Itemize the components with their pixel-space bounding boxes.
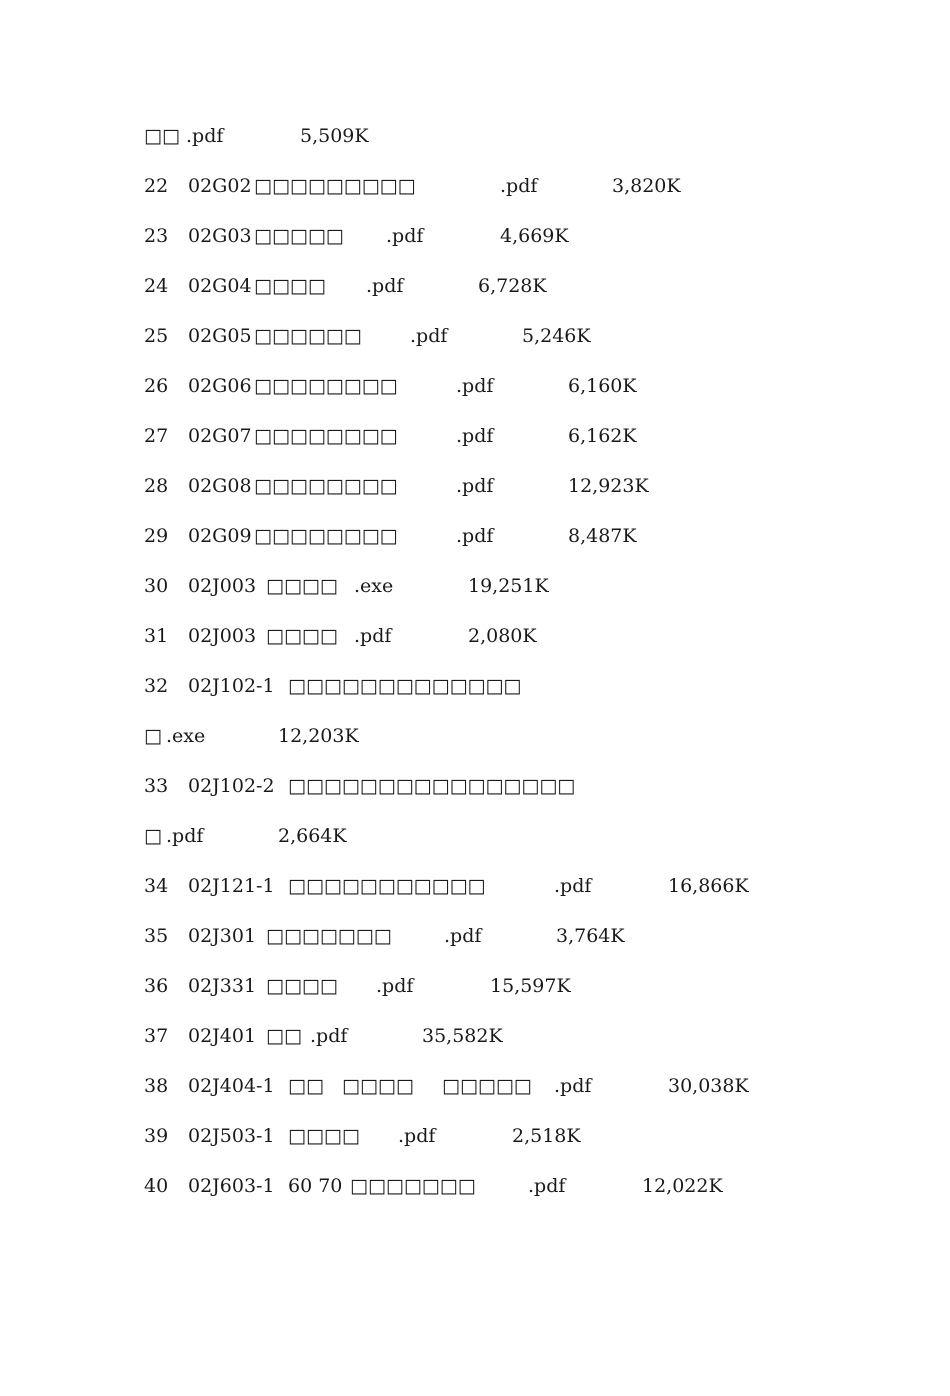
item-code: 02G02 <box>188 175 252 197</box>
file-extension: .pdf <box>186 125 224 147</box>
item-code: 02G09 <box>188 525 252 547</box>
file-size: 35,582K <box>422 1025 503 1047</box>
list-item <box>144 622 537 650</box>
missing-glyph: □□ <box>288 1075 324 1097</box>
item-number: 24 <box>144 275 169 297</box>
missing-glyph: □□□□□□□□ <box>254 425 398 447</box>
file-size: 5,246K <box>522 325 591 347</box>
list-item <box>144 722 359 750</box>
list-item <box>144 1072 749 1100</box>
item-code: 02J102-2 <box>188 775 275 797</box>
file-extension: .pdf <box>456 475 494 497</box>
file-extension: .pdf <box>410 325 448 347</box>
missing-glyph: □□□□ <box>254 275 326 297</box>
item-code: 02J121-1 <box>188 875 275 897</box>
list-item <box>144 972 571 1000</box>
item-code: 02J102-1 <box>188 675 275 697</box>
item-number: 22 <box>144 175 169 197</box>
file-size: 30,038K <box>668 1075 749 1097</box>
item-number: 38 <box>144 1075 169 1097</box>
file-size: 3,764K <box>556 925 625 947</box>
item-number: 40 <box>144 1175 169 1197</box>
missing-glyph: □□□□□□□□□□□ <box>288 875 486 897</box>
missing-glyph: □□□□ <box>342 1075 414 1097</box>
item-number: 26 <box>144 375 169 397</box>
item-code: 02G07 <box>188 425 252 447</box>
missing-glyph: □ <box>144 725 162 747</box>
file-extension: .pdf <box>500 175 538 197</box>
item-code: 02G08 <box>188 475 252 497</box>
list-item <box>144 272 547 300</box>
missing-glyph: □ <box>144 825 162 847</box>
file-size: 4,669K <box>500 225 569 247</box>
item-number: 30 <box>144 575 169 597</box>
item-extra: 60 70 <box>288 1175 343 1197</box>
item-code: 02G05 <box>188 325 252 347</box>
file-size: 8,487K <box>568 525 637 547</box>
item-number: 31 <box>144 625 169 647</box>
missing-glyph: □□ <box>266 1025 302 1047</box>
file-extension: .pdf <box>554 1075 592 1097</box>
missing-glyph: □□ <box>144 125 180 147</box>
item-number: 23 <box>144 225 169 247</box>
list-item <box>144 172 681 200</box>
file-extension: .pdf <box>456 375 494 397</box>
missing-glyph: □□□□□□□□ <box>254 475 398 497</box>
missing-glyph: □□□□□□□□□□□□□ <box>288 675 522 697</box>
item-code: 02J404-1 <box>188 1075 275 1097</box>
list-item <box>144 772 576 800</box>
file-extension: .pdf <box>398 1125 436 1147</box>
file-size: 15,597K <box>490 975 571 997</box>
item-code: 02G04 <box>188 275 252 297</box>
item-code: 02J503-1 <box>188 1125 275 1147</box>
file-size: 2,080K <box>468 625 537 647</box>
item-number: 39 <box>144 1125 169 1147</box>
missing-glyph: □□□□□□□□ <box>254 525 398 547</box>
item-number: 34 <box>144 875 169 897</box>
file-extension: .exe <box>354 575 394 597</box>
item-number: 37 <box>144 1025 169 1047</box>
file-extension: .pdf <box>444 925 482 947</box>
file-size: 2,518K <box>512 1125 581 1147</box>
file-size: 19,251K <box>468 575 549 597</box>
item-number: 25 <box>144 325 169 347</box>
file-size: 6,162K <box>568 425 637 447</box>
missing-glyph: □□□□□□□ <box>266 925 392 947</box>
file-extension: .pdf <box>554 875 592 897</box>
item-number: 28 <box>144 475 169 497</box>
item-number: 35 <box>144 925 169 947</box>
file-size: 6,728K <box>478 275 547 297</box>
file-extension: .pdf <box>528 1175 566 1197</box>
missing-glyph: □□□□ <box>266 575 338 597</box>
missing-glyph: □□□□□□□□□□□□□□□□ <box>288 775 576 797</box>
list-item <box>144 922 625 950</box>
list-item <box>144 422 637 450</box>
item-code: 02G06 <box>188 375 252 397</box>
file-extension: .pdf <box>166 825 204 847</box>
list-item <box>144 1172 723 1200</box>
list-item <box>144 322 591 350</box>
list-item <box>144 672 522 700</box>
item-code: 02J331 <box>188 975 257 997</box>
file-size: 3,820K <box>612 175 681 197</box>
item-code: 02J003 <box>188 625 257 647</box>
list-item <box>144 522 637 550</box>
missing-glyph: □□□□ <box>266 975 338 997</box>
file-extension: .pdf <box>456 525 494 547</box>
list-item <box>144 872 749 900</box>
list-item <box>144 1122 581 1150</box>
missing-glyph: □□□□ <box>288 1125 360 1147</box>
missing-glyph: □□□□□□□ <box>350 1175 476 1197</box>
item-code: 02J003 <box>188 575 257 597</box>
item-number: 33 <box>144 775 169 797</box>
list-item <box>144 822 347 850</box>
list-item <box>144 372 637 400</box>
item-code: 02J301 <box>188 925 257 947</box>
list-item <box>144 572 549 600</box>
file-extension: .pdf <box>354 625 392 647</box>
missing-glyph: □□□□ <box>266 625 338 647</box>
file-extension: .pdf <box>456 425 494 447</box>
item-number: 27 <box>144 425 169 447</box>
file-size: 16,866K <box>668 875 749 897</box>
item-code: 02J401 <box>188 1025 257 1047</box>
item-number: 32 <box>144 675 169 697</box>
list-item <box>144 122 369 150</box>
file-size: 12,022K <box>642 1175 723 1197</box>
item-number: 36 <box>144 975 169 997</box>
missing-glyph: □□□□□□□□ <box>254 375 398 397</box>
file-extension: .exe <box>166 725 206 747</box>
file-size: 12,203K <box>278 725 359 747</box>
file-extension: .pdf <box>310 1025 348 1047</box>
missing-glyph: □□□□□ <box>442 1075 532 1097</box>
file-extension: .pdf <box>376 975 414 997</box>
file-size: 2,664K <box>278 825 347 847</box>
missing-glyph: □□□□□□□□□ <box>254 175 416 197</box>
file-size: 6,160K <box>568 375 637 397</box>
item-code: 02G03 <box>188 225 252 247</box>
file-size: 5,509K <box>300 125 369 147</box>
list-item <box>144 222 569 250</box>
missing-glyph: □□□□□□ <box>254 325 362 347</box>
file-extension: .pdf <box>386 225 424 247</box>
item-code: 02J603-1 <box>188 1175 275 1197</box>
file-size: 12,923K <box>568 475 649 497</box>
item-number: 29 <box>144 525 169 547</box>
list-item <box>144 1022 503 1050</box>
list-item <box>144 472 649 500</box>
missing-glyph: □□□□□ <box>254 225 344 247</box>
file-extension: .pdf <box>366 275 404 297</box>
